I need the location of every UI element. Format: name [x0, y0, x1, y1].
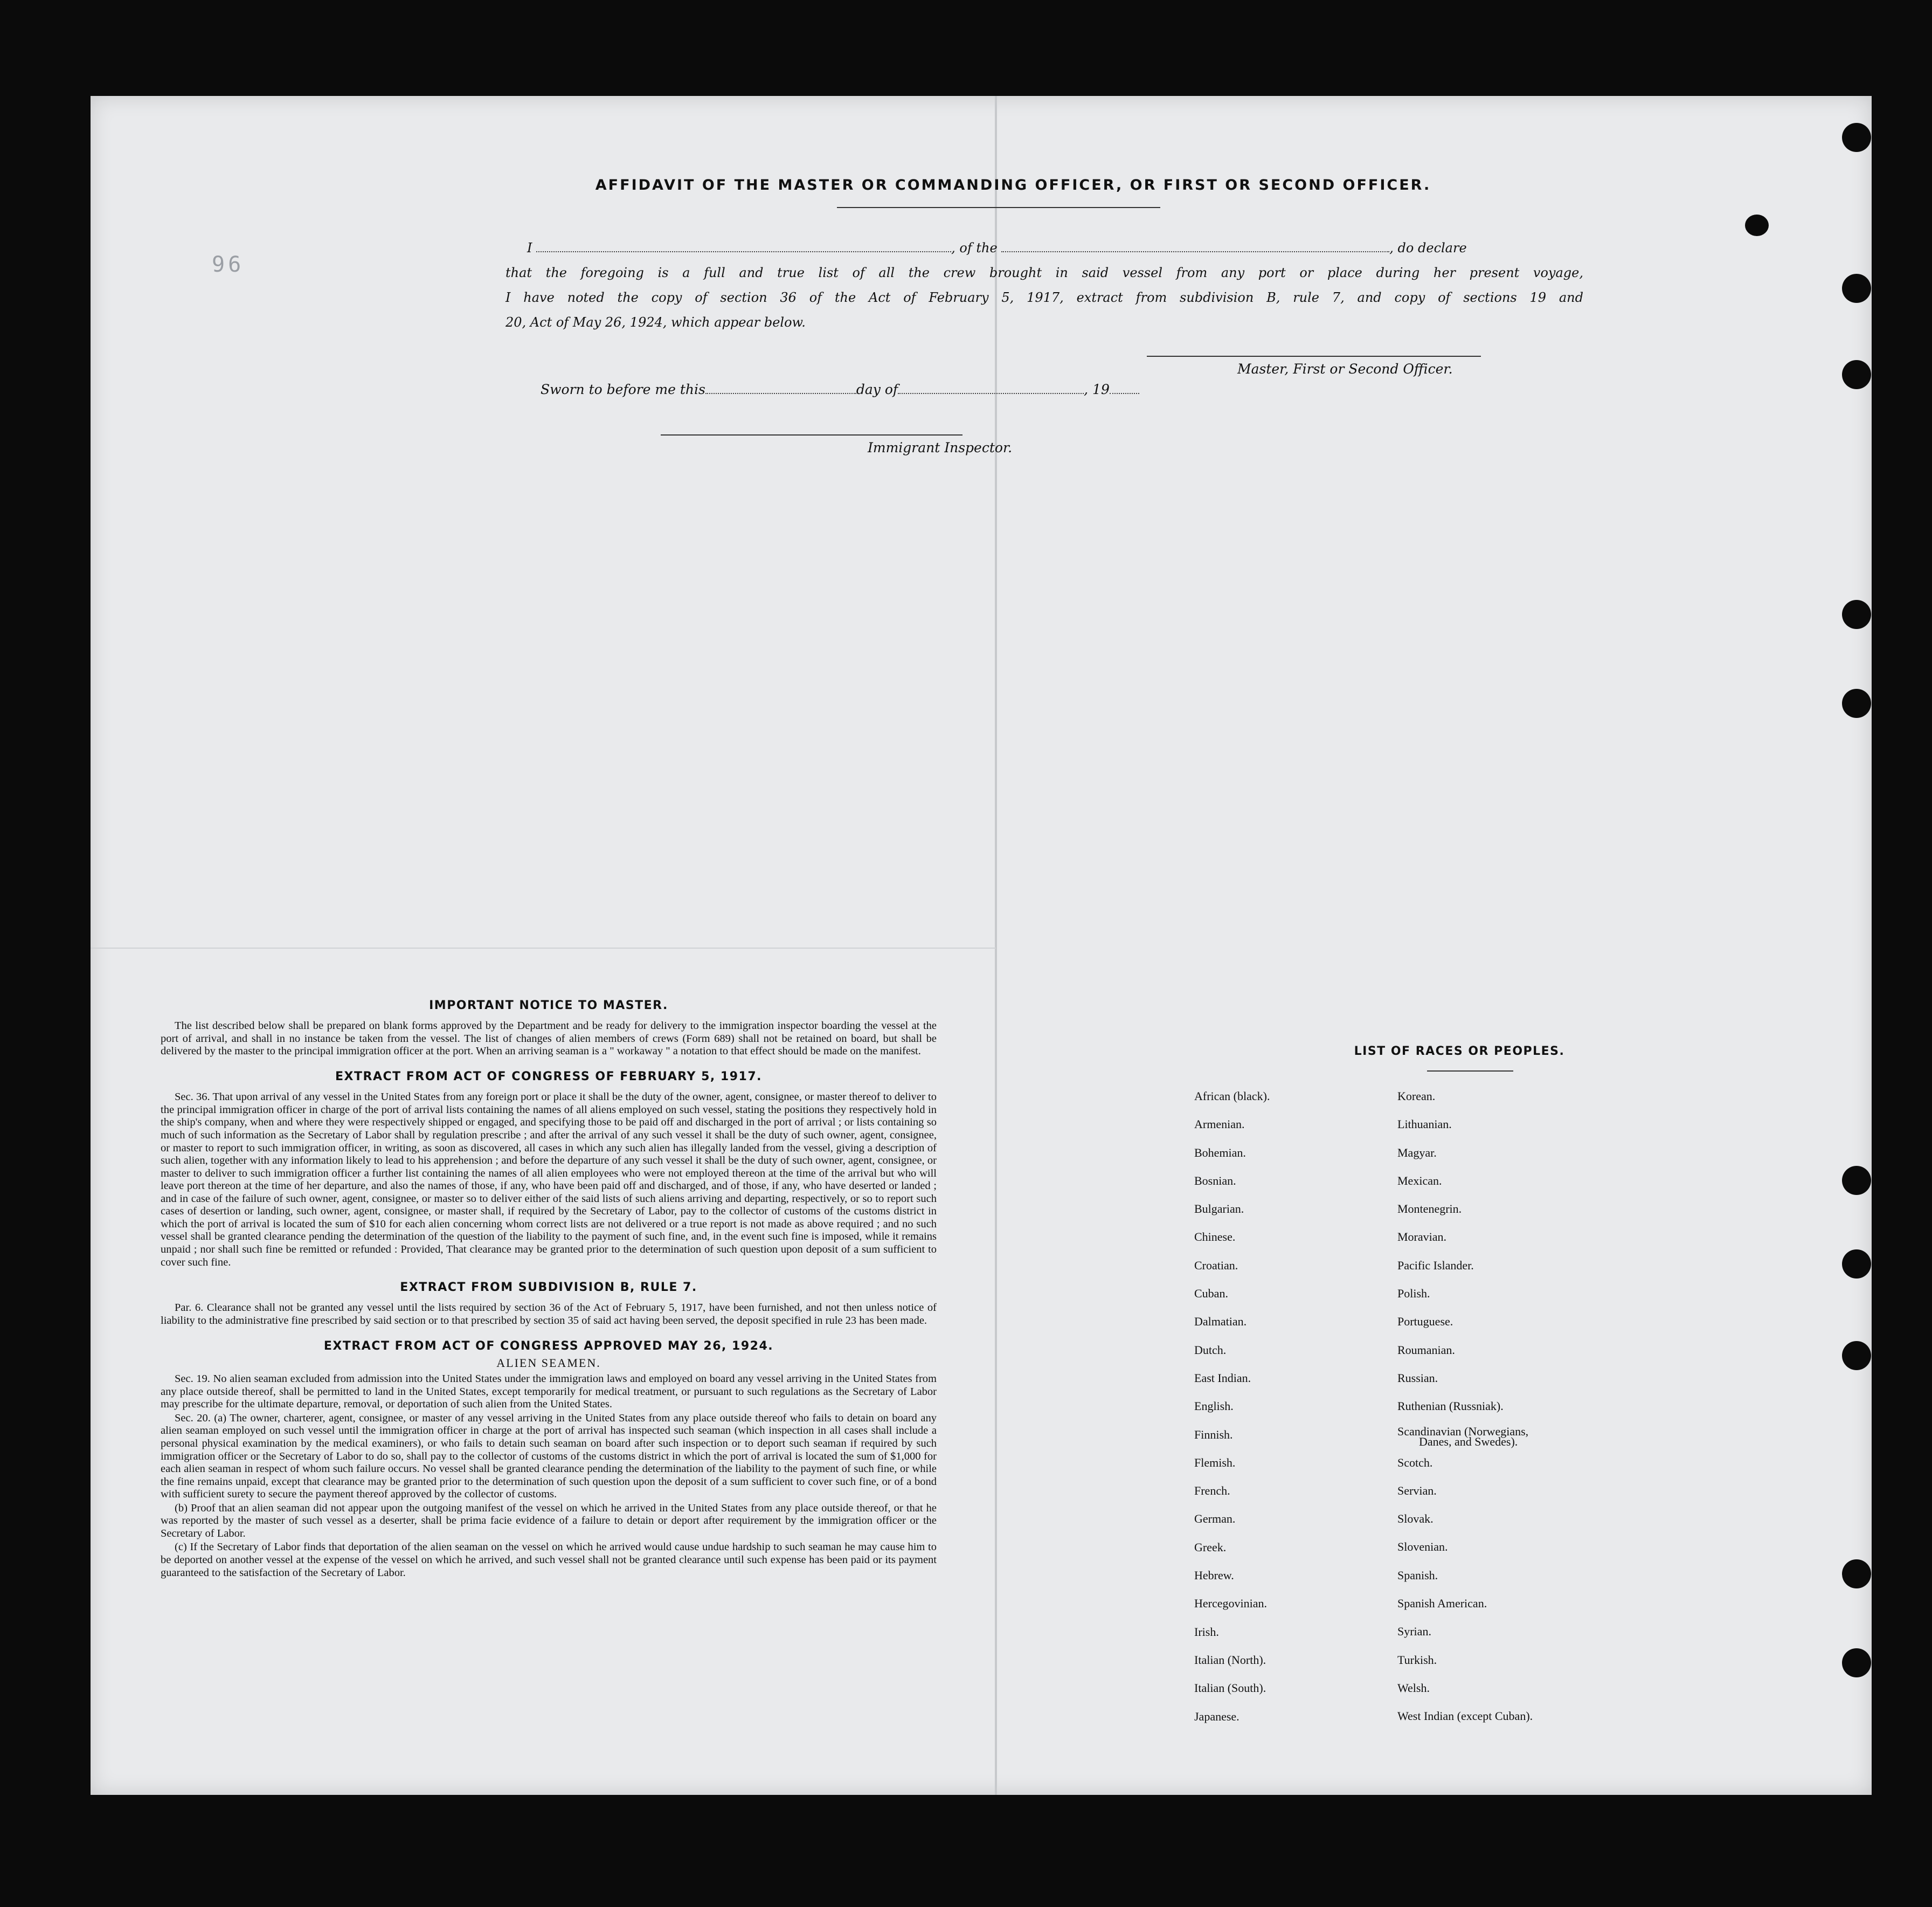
race-item: Finnish.: [1194, 1427, 1233, 1441]
affidavit-declare: , do declare: [1389, 240, 1467, 255]
race-item: Irish.: [1194, 1625, 1219, 1639]
affidavit-i: I: [527, 240, 532, 255]
race-item: Turkish.: [1397, 1653, 1437, 1667]
punch-hole: [1842, 1166, 1871, 1195]
race-item: Italian (North).: [1194, 1653, 1266, 1667]
race-item: English.: [1194, 1399, 1234, 1413]
extract-1924-sec20a: Sec. 20. (a) The owner, charterer, agent, consignee, or master of any vessel arriving in the United States from any place outside thereof who fails to detain on board any alien seaman employed on such vessel until the immigration officer in charge at the port of arrival has inspected such seaman (which inspection in all cases shall include a personal physical examination by the medical examiners), or who fails to detain such seaman on board after such inspection or to deport such seaman if required by such immigration officer or the Secretary of Labor to do so, shall pay to the collector of customs of the customs district in which the port of arrival is located the sum of $1,000 for each alien seaman in respect of whom such failure occurs. No vessel shall be granted clearance pending the determination of the liability to the payment of such fine, or while the fine remains unpaid, except that clearance may be granted prior to the determination of such question upon the deposit of a sum sufficient to cover such fine, or of a bond with sufficient surety to secure the payment thereof approved by the collector of customs.: [161, 1412, 937, 1501]
race-item: Italian (South).: [1194, 1681, 1266, 1695]
race-item: Russian.: [1397, 1371, 1438, 1385]
sworn-year-blank[interactable]: [1110, 383, 1139, 394]
sworn-month-blank[interactable]: [898, 383, 1084, 394]
punch-hole: [1842, 1559, 1871, 1588]
affidavit-line-3: I have noted the copy of section 36 of the Act of February 5, 1917, extract from subdivision B, rule 7, and copy of sections 19 and: [505, 290, 1583, 305]
extract-1924-sec19: Sec. 19. No alien seaman excluded from admission into the United States under the immigration laws and employed on board any vessel arriving in the United States from any place outside thereof, shall be permitted to land in the United States, except temporarily for medical treatment, or pursuant to such regulations as the Secretary of Labor may prescribe for the ultimate departure, removal, or deportation of such alien from the United States.: [161, 1373, 937, 1411]
race-item: Ruthenian (Russniak).: [1397, 1399, 1504, 1413]
race-item: German.: [1194, 1512, 1236, 1526]
extract-rule7-body: Par. 6. Clearance shall not be granted any vessel until the lists required by section 36 of the Act of February 5, 1917, have been furnished, and not then unless notice of liability to the administrative fine prescribed by said section or to that prescribed by section 35 of said act having been served, the deposit specified in rule 23 has been made.: [161, 1302, 937, 1327]
race-item: Korean.: [1397, 1089, 1436, 1103]
punch-hole: [1842, 689, 1871, 718]
race-item: Pacific Islander.: [1397, 1258, 1474, 1272]
race-item: Roumanian.: [1397, 1343, 1455, 1357]
race-item: Scotch.: [1397, 1455, 1433, 1469]
extract-1924-subtitle: ALIEN SEAMEN.: [496, 1356, 601, 1370]
notice-column: [161, 999, 937, 1593]
punch-hole: [1842, 274, 1871, 303]
race-item: Welsh.: [1397, 1681, 1430, 1695]
races-right-column: [1397, 1082, 1533, 1731]
race-item: Montenegrin.: [1397, 1202, 1462, 1216]
race-item: Spanish.: [1397, 1568, 1438, 1582]
race-item: Japanese.: [1194, 1709, 1239, 1723]
race-item: French.: [1194, 1484, 1230, 1498]
race-item: Moravian.: [1397, 1230, 1447, 1244]
punch-hole: [1842, 1648, 1871, 1677]
race-item: Magyar.: [1397, 1145, 1437, 1159]
notice-body: The list described below shall be prepared on blank forms approved by the Department and be ready for delivery to the immigration inspector boarding the vessel at the port of arrival, and shall in no instance be taken from the vessel. The list of changes of alien members of crews (Form 689) shall not be retained on board, but shall be delivered by the master to the principal immigration officer at the port. When an arriving seaman is a " workaway " a notation to that effect should be made on the manifest.: [161, 1020, 937, 1058]
race-item: Greek.: [1194, 1540, 1227, 1554]
race-item: West Indian (except Cuban).: [1397, 1709, 1533, 1723]
race-item: Portuguese.: [1397, 1315, 1453, 1329]
race-item: Polish.: [1397, 1287, 1430, 1301]
page-fold: [995, 96, 997, 1795]
race-item: Croatian.: [1194, 1258, 1238, 1272]
name-blank[interactable]: [536, 241, 951, 252]
affidavit-line-4: 20, Act of May 26, 1924, which appear below.: [505, 315, 806, 330]
sworn-day-of: day of: [856, 382, 898, 397]
race-item: Chinese.: [1194, 1230, 1236, 1244]
vessel-blank[interactable]: [1001, 241, 1389, 252]
sworn-prefix: Sworn to before me this: [541, 382, 705, 397]
punch-hole: [1842, 600, 1871, 629]
race-item: Servian.: [1397, 1483, 1437, 1497]
extract-1917-body: Sec. 36. That upon arrival of any vessel in the United States from any foreign port or place it shall be the duty of the owner, agent, consignee, or master thereof to deliver to the principal immigration officer in charge of the port of arrival lists containing the names of all aliens employed on such vessel, stating the positions they respectively hold in the ship's company, when and where they were respectively shipped or engaged, and specifying those to be paid off and discharged in the port of arrival ; or lists containing so much of such information as the Secretary of Labor shall by regulation prescribe ; and after the arrival of any such vessel it shall be the duty of such owner, agent, consignee, or master to report to such immigration officer, in writing, as soon as discovered, all cases in which any such alien has illegally landed from the vessel, giving a description of such alien, together with any information likely to lead to his apprehension ; and before the departure of any such vessel it shall be the duty of such owner, agent, consignee, or master to deliver to such immigration officer a further list containing the names of all alien employees who were not employed thereon at the time of the arrival but who will leave port thereon at the time of her departure, and also the names of those, if any, who have been paid off and discharged, and of those, if any, who have deserted or landed ; and in case of the failure of such owner, agent, consignee, or master so to deliver either of the said lists of such aliens arriving and departing, respectively, or so to report such cases of desertion or landing, such owner, agent, consignee, or master shall, if required by the Secretary of Labor, pay to the collector of customs of the customs district in which the port of arrival is located the sum of $10 for each alien concerning whom correct lists are not delivered or a true report is not made as above required ; and no such vessel shall be granted clearance pending the determination of the question of the liability to the payment of such fine, and, in the event such fine is imposed, while it remains unpaid ; nor shall such fine be remitted or refunded : Provided, That clearance may be granted prior to the determination of such question upon deposit of a sum sufficient to cover such fine.: [161, 1091, 937, 1268]
notice-title: IMPORTANT NOTICE TO MASTER.: [429, 999, 668, 1012]
race-item: East Indian.: [1194, 1371, 1251, 1385]
race-item: Hercegovinian.: [1194, 1597, 1267, 1611]
race-item: Mexican.: [1397, 1173, 1442, 1187]
punch-hole: [1745, 215, 1769, 236]
page-crease: [91, 948, 996, 949]
races-title: LIST OF RACES OR PEOPLES.: [1354, 1045, 1565, 1058]
race-item: Lithuanian.: [1397, 1117, 1452, 1131]
punch-hole: [1842, 123, 1871, 152]
race-item: Hebrew.: [1194, 1569, 1234, 1583]
sworn-day-blank[interactable]: [705, 383, 856, 394]
races-rule: [1427, 1070, 1513, 1072]
races-left-column: [1194, 1082, 1270, 1731]
race-item: Slovak.: [1397, 1512, 1434, 1526]
master-label: Master, First or Second Officer.: [1237, 361, 1453, 377]
race-item: Bulgarian.: [1194, 1202, 1244, 1216]
sworn-year: , 19: [1084, 382, 1110, 397]
race-item: Scandinavian (Norwegians,: [1397, 1424, 1529, 1438]
punch-hole: [1842, 360, 1871, 389]
race-item: Dutch.: [1194, 1343, 1227, 1357]
race-item: Slovenian.: [1397, 1540, 1448, 1554]
extract-1924-sec20c: (c) If the Secretary of Labor finds that deportation of the alien seaman on the vessel on which he arrived would cause undue hardship to such seaman he may cause him to be deported on another vessel at the expense of the vessel on which he arrived, and such vessel shall not be granted clearance until such expense has been paid or its payment guaranteed to the satisfaction of the Secretary of Labor.: [161, 1541, 937, 1579]
race-item: Danes, and Swedes).: [1419, 1434, 1518, 1448]
bleed-through-number: 96: [212, 252, 245, 277]
race-item: Bosnian.: [1194, 1173, 1236, 1187]
race-item: African (black).: [1194, 1089, 1270, 1103]
inspector-label: Immigrant Inspector.: [868, 440, 1013, 455]
extract-1924-sec20b: (b) Proof that an alien seaman did not appear upon the outgoing manifest of the vessel on which he arrived in the United States from any place outside thereof, or that he was reported by the master of such vessel as a deserter, shall be prima facie evidence of a failure to detain or deport after requirement by the immigration officer or the Secretary of Labor.: [161, 1502, 937, 1539]
race-item: Bohemian.: [1194, 1145, 1246, 1159]
manifest-sheet: [91, 96, 1872, 1795]
race-item: Dalmatian.: [1194, 1315, 1247, 1329]
sworn-line: [541, 382, 1139, 397]
affidavit-title: AFFIDAVIT OF THE MASTER OR COMMANDING OFFICER, OR FIRST OR SECOND OFFICER.: [595, 177, 1431, 194]
extract-1917-title: EXTRACT FROM ACT OF CONGRESS OF FEBRUARY 5, 1917.: [335, 1069, 762, 1083]
race-item: Syrian.: [1397, 1625, 1431, 1639]
race-item: Spanish American.: [1397, 1597, 1487, 1611]
race-item: Armenian.: [1194, 1117, 1245, 1131]
affidavit-line-2: that the foregoing is a full and true list of all the crew brought in said vessel from any port or place during her present voyage,: [505, 265, 1583, 280]
race-item: Cuban.: [1194, 1287, 1228, 1301]
title-rule: [837, 207, 1160, 208]
master-signature-line[interactable]: [1147, 356, 1481, 357]
extract-rule7-title: EXTRACT FROM SUBDIVISION B, RULE 7.: [400, 1281, 697, 1295]
extract-1924-title: EXTRACT FROM ACT OF CONGRESS APPROVED MAY 26, 1924.: [323, 1339, 774, 1353]
punch-hole: [1842, 1341, 1871, 1370]
affidavit-of-the: , of the: [951, 240, 998, 255]
inspector-signature-line[interactable]: [661, 434, 962, 436]
affidavit-declaration-line: [505, 240, 1583, 255]
race-item: Flemish.: [1194, 1455, 1236, 1469]
punch-hole: [1842, 1249, 1871, 1279]
